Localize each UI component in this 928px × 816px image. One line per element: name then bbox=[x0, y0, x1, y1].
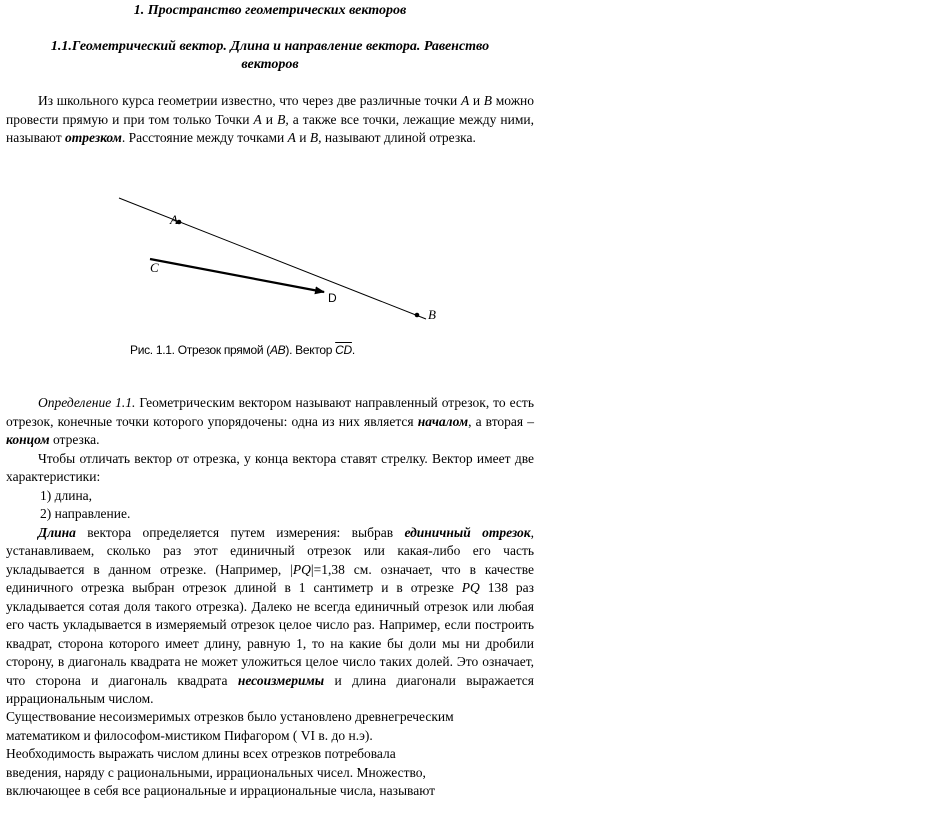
label-d: D bbox=[328, 291, 337, 305]
term-segment: отрезком bbox=[65, 130, 122, 145]
subsection-heading-line2: векторов bbox=[241, 57, 299, 72]
tail-paragraph bbox=[6, 708, 534, 801]
definition-label: Определение 1.1. bbox=[38, 395, 136, 410]
point-b-dot bbox=[415, 313, 420, 318]
intro-text: называют длиной отрезка. bbox=[321, 130, 476, 145]
intro-paragraph bbox=[6, 92, 534, 148]
tail-line: Необходимость выражать числом длины всех отрезков потребовала bbox=[6, 746, 396, 761]
subsection-heading-line1: 1.1.Геометрический вектор. Длина и направление вектора. Равенство bbox=[50, 39, 490, 54]
intro-text: и bbox=[261, 111, 278, 127]
figure-caption bbox=[130, 343, 355, 357]
caption-vector-cd: $\overline{CD}$ bbox=[335, 343, 352, 357]
point-b: B, bbox=[277, 111, 289, 127]
point-a: A bbox=[253, 111, 262, 127]
caption-text: ). Вектор bbox=[285, 343, 336, 357]
definition-text: Геометрическим вектором называют направленный отрезок, то есть отрезок, конечные точки которого упорядочены: одна из них является bbox=[6, 395, 534, 429]
tail-line: Существование несоизмеримых отрезков было установлено древнегреческим bbox=[6, 709, 454, 724]
caption-text: . bbox=[351, 343, 355, 357]
length-text: , устанавливаем, сколько раз этот единичный отрезок или какая-либо его часть укладывается в данном отрезке. (Например, | bbox=[6, 524, 534, 577]
tail-line: математиком и философом-мистиком Пифагором ( VI в. до н.э). bbox=[6, 727, 373, 743]
tail-line: включающее в себя все рациональные и иррациональные числа, называют bbox=[6, 783, 436, 798]
intro-text: Из школьного курса геометрии известно, что через две различные точки bbox=[38, 93, 461, 108]
figure-diagram bbox=[106, 188, 446, 328]
length-text: вектора определяется путем измерения: выбрав bbox=[75, 524, 405, 540]
term-incommensurable: несоизмеримы bbox=[237, 672, 325, 688]
list-item-direction: 2) направление. bbox=[40, 506, 131, 521]
term-unit-segment: единичный отрезок bbox=[404, 524, 531, 540]
term-start: началом bbox=[417, 413, 469, 429]
point-b: B, bbox=[309, 130, 322, 145]
point-a: A bbox=[287, 130, 296, 145]
term-end: концом bbox=[6, 432, 50, 447]
intro-text: а также все точки, лежащие между ними, называют bbox=[6, 111, 534, 145]
term-length: Длина bbox=[38, 524, 76, 540]
label-b: B bbox=[428, 307, 436, 322]
subsection-heading bbox=[6, 38, 534, 74]
caption-text: Рис. 1.1. Отрезок прямой ( bbox=[130, 343, 270, 357]
caption-ab: AB bbox=[269, 343, 286, 357]
length-text: и длина диагонали выражается иррациональным числом. bbox=[6, 672, 534, 706]
definition-text: отрезка. bbox=[49, 432, 100, 447]
vector-cd bbox=[150, 259, 324, 292]
list-item-length: 1) длина, bbox=[40, 487, 93, 503]
label-c: C bbox=[150, 260, 159, 275]
length-text: |=1,38 см. означает, что в качестве единичного отрезка выбран отрезок длиной в 1 сантиметр и в отрезке bbox=[6, 561, 534, 595]
label-a: A bbox=[170, 212, 178, 227]
definition-text: , а вторая – bbox=[468, 413, 535, 429]
segment-pq: PQ bbox=[461, 580, 480, 595]
length-paragraph bbox=[6, 524, 534, 709]
figure-1-1 bbox=[106, 188, 446, 328]
intro-text: и bbox=[469, 93, 484, 108]
point-a: A bbox=[460, 93, 470, 108]
tail-line: введения, наряду с рациональными, иррациональных чисел. Множество, bbox=[6, 764, 426, 780]
line-ab bbox=[119, 198, 426, 319]
arrow-paragraph: Чтобы отличать вектор от отрезка, у конца вектора ставят стрелку. Вектор имеет две характеристики: bbox=[6, 450, 534, 484]
definition-paragraph bbox=[6, 394, 534, 709]
length-text: 138 раз укладывается сотая доля такого отрезка). Далеко не всегда единичный отрезок или любая его часть укладывается в измеряемый отрезок целое число раз. Например, если построить квадрат, сторона которого имеет длину, равную 1, то на какие бы доли мы ни дробили сторону, в диагональ квадрата не может уложиться целое число таких долей. Это означает, что сторона и диагональ квадрата bbox=[6, 580, 534, 688]
intro-text: и bbox=[295, 130, 310, 145]
intro-text: . Расстояние между точками bbox=[121, 130, 288, 145]
section-heading: 1. Пространство геометрических векторов bbox=[133, 3, 407, 18]
intro-text: можно провести прямую и при том только Точки bbox=[6, 93, 534, 127]
segment-pq: PQ bbox=[292, 561, 311, 577]
point-b: B bbox=[483, 93, 493, 108]
